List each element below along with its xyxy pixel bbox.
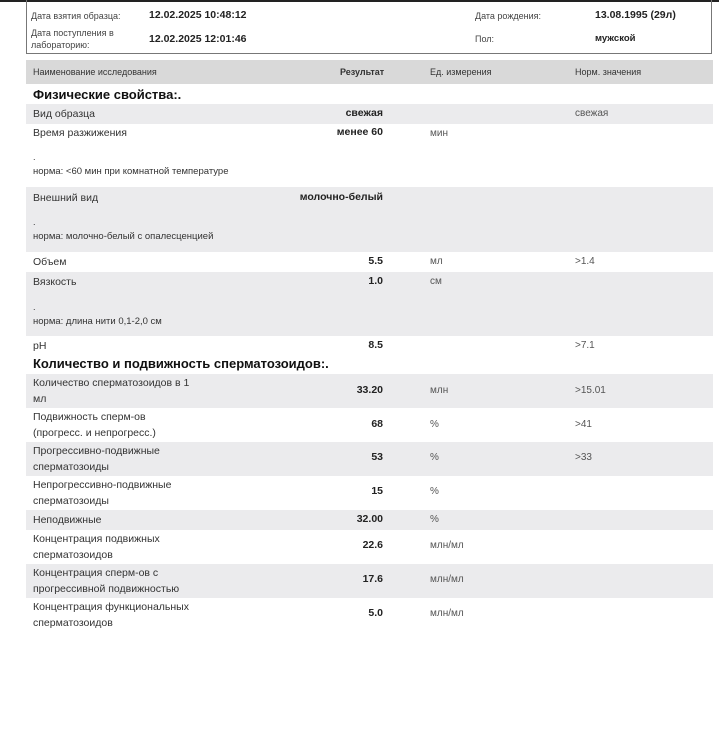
- header-norm: Норм. значения: [575, 67, 642, 77]
- table-header: [26, 60, 713, 84]
- row-result: 1.0: [368, 275, 383, 287]
- row-norm: >33: [575, 452, 592, 463]
- row-unit: мин: [430, 128, 448, 139]
- sex-label: Пол:: [475, 34, 495, 44]
- row-unit: млн/мл: [430, 574, 464, 585]
- row-note: норма: длина нити 0,1-2,0 см: [33, 316, 162, 327]
- birth-date-label: Дата рождения:: [475, 11, 541, 21]
- row-name-line2: сперматозоиды: [33, 495, 109, 507]
- row-name: [33, 375, 189, 407]
- row-name-line2: сперматозоиды: [33, 461, 109, 473]
- row-name: [33, 409, 156, 441]
- row-name: [33, 443, 160, 475]
- row-name: [33, 599, 189, 631]
- row-result: 5.0: [368, 607, 383, 619]
- table-row: [26, 598, 713, 632]
- row-name-line1: Подвижность сперм-ов: [33, 411, 146, 423]
- row-norm: >7.1: [575, 340, 595, 351]
- row-unit: млн/мл: [430, 608, 464, 619]
- lab-date-label-line1: Дата поступления в: [31, 28, 114, 38]
- row-unit: млн: [430, 385, 449, 396]
- table-row: [26, 564, 713, 598]
- birth-date-value: 13.08.1995 (29л): [595, 9, 676, 21]
- row-note-dot: .: [33, 152, 36, 162]
- row-note-dot: .: [33, 302, 36, 312]
- row-name: Вид образца: [33, 108, 95, 120]
- header-name: Наименование исследования: [33, 67, 157, 77]
- row-unit: %: [430, 452, 439, 463]
- header-result: Результат: [340, 67, 385, 77]
- header-unit: Ед. измерения: [430, 67, 492, 77]
- row-name: Время разжижения: [33, 127, 127, 139]
- row-name-line2: мл: [33, 393, 47, 405]
- table-row: [26, 530, 713, 564]
- lab-date-value: 12.02.2025 12:01:46: [149, 33, 247, 45]
- lab-date-label-line2: лабораторию:: [31, 40, 90, 50]
- row-norm: свежая: [575, 108, 609, 119]
- row-name: Вязкость: [33, 276, 77, 288]
- row-unit: см: [430, 276, 442, 287]
- table-row: [26, 104, 713, 124]
- section-title-sperm-count: Количество и подвижность сперматозоидов:.: [33, 356, 329, 371]
- row-name-line1: Прогрессивно-подвижные: [33, 445, 160, 457]
- section-title-physical: Физические свойства:.: [33, 87, 182, 102]
- row-unit: %: [430, 514, 439, 525]
- row-name-line2: прогрессивной подвижностью: [33, 583, 180, 595]
- sample-date-label: Дата взятия образца:: [31, 11, 121, 21]
- table-row: [26, 374, 713, 408]
- row-result: 8.5: [368, 339, 383, 351]
- row-norm: >15.01: [575, 385, 606, 396]
- sex-value: мужской: [595, 33, 636, 44]
- table-row: [26, 252, 713, 272]
- row-result: 22.6: [362, 539, 383, 551]
- row-note-dot: .: [33, 217, 36, 227]
- table-row: [26, 272, 713, 336]
- row-name-line2: (прогресс. и непрогресс.): [33, 427, 156, 439]
- patient-info-box: [26, 0, 712, 54]
- row-result: 15: [371, 485, 383, 497]
- row-result: молочно-белый: [299, 191, 383, 203]
- sample-date-value: 12.02.2025 10:48:12: [149, 9, 247, 21]
- row-name-line2: сперматозоидов: [33, 549, 113, 561]
- table-row: [26, 336, 713, 356]
- row-name: pH: [33, 340, 47, 352]
- row-result: 5.5: [368, 255, 383, 267]
- table-row: [26, 187, 713, 252]
- row-name-line1: Концентрация подвижных: [33, 533, 160, 545]
- row-name-line1: Концентрация сперм-ов с: [33, 567, 159, 579]
- row-name: [33, 477, 171, 509]
- row-result: 33.20: [356, 384, 383, 396]
- row-result: 32.00: [356, 513, 383, 525]
- row-name: Внешний вид: [33, 192, 99, 204]
- row-name: [33, 565, 179, 597]
- row-unit: млн/мл: [430, 540, 464, 551]
- row-result: свежая: [345, 107, 383, 119]
- row-name: Объем: [33, 256, 67, 268]
- row-name: [33, 531, 160, 563]
- row-note: норма: молочно-белый с опалесценцией: [33, 231, 214, 242]
- row-result: 68: [371, 418, 383, 430]
- table-row: [26, 124, 713, 184]
- row-name-line1: Количество сперматозоидов в 1: [33, 377, 190, 389]
- row-note: норма: <60 мин при комнатной температуре: [33, 166, 229, 177]
- row-norm: >41: [575, 419, 592, 430]
- row-unit: мл: [430, 256, 443, 267]
- row-result: 53: [371, 451, 383, 463]
- row-unit: %: [430, 486, 439, 497]
- row-name-line2: сперматозоидов: [33, 617, 113, 629]
- table-row: [26, 510, 713, 530]
- row-result: менее 60: [336, 126, 383, 138]
- lab-date-label: [31, 27, 114, 51]
- row-name-line1: Концентрация функциональных: [33, 601, 189, 613]
- row-unit: %: [430, 419, 439, 430]
- table-row: [26, 408, 713, 442]
- row-norm: >1.4: [575, 256, 595, 267]
- row-name: Неподвижные: [33, 514, 102, 526]
- row-result: 17.6: [362, 573, 383, 585]
- table-row: [26, 476, 713, 510]
- table-row: [26, 442, 713, 476]
- row-name-line1: Непрогрессивно-подвижные: [33, 479, 172, 491]
